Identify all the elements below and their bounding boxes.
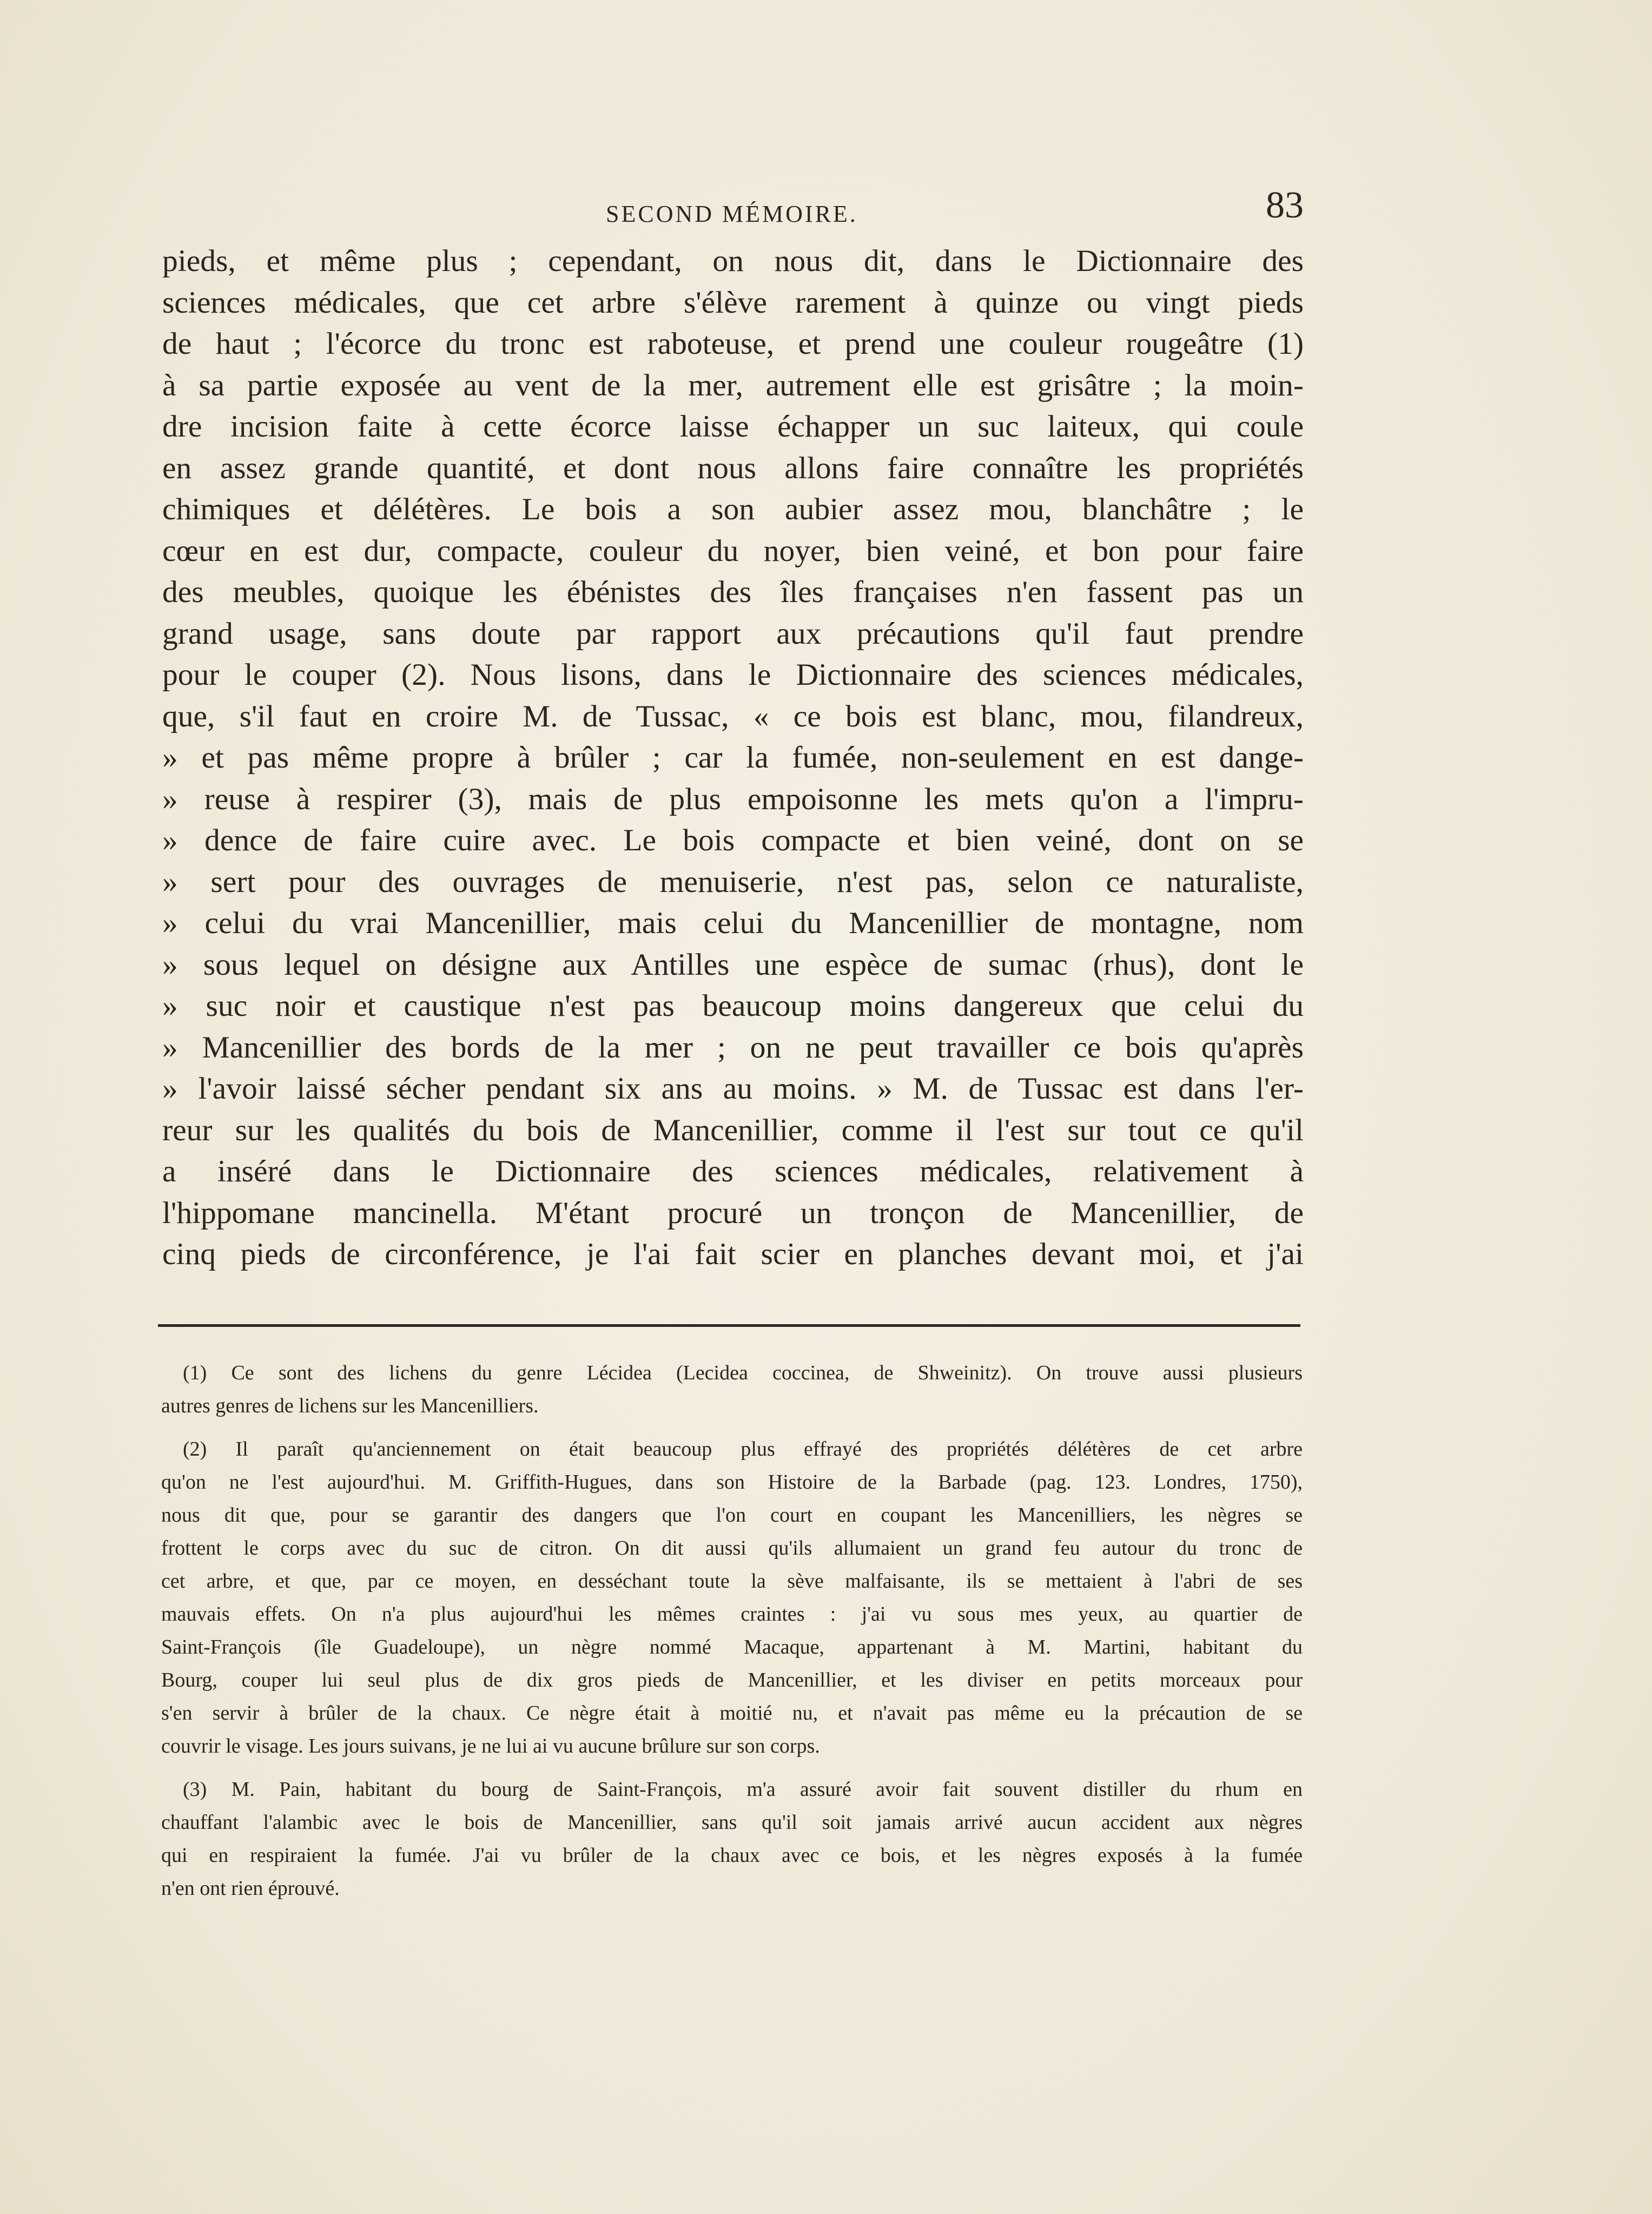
footnotes — [161, 1357, 1303, 1915]
text-line: » Mancenillier des bords de la mer ; on ne peut travailler ce bois qu'après — [162, 1030, 1304, 1065]
text-line: l'hippomane mancinella. M'étant procuré un tronçon de Mancenillier, de — [162, 1195, 1304, 1230]
footnote-separator-rule — [158, 1324, 1300, 1327]
text-line: sciences médicales, que cet arbre s'élève rarement à quinze ou vingt pieds — [162, 285, 1304, 320]
text-line: » reuse à respirer (3), mais de plus empoisonne les mets qu'on a l'impru- — [162, 782, 1304, 816]
footnote-line: Bourg, couper lui seul plus de dix gros pieds de Mancenillier, et les diviser en petits morceaux pour — [161, 1669, 1303, 1691]
footnote-line: (3) M. Pain, habitant du bourg de Saint-François, m'a assuré avoir fait souvent distiller du rhum en — [183, 1778, 1303, 1801]
text-line: que, s'il faut en croire M. de Tussac, « ce bois est blanc, mou, filandreux, — [162, 699, 1304, 733]
text-line: a inséré dans le Dictionnaire des sciences médicales, relativement à — [162, 1154, 1304, 1188]
footnote-line: qu'on ne l'est aujourd'hui. M. Griffith-Hugues, dans son Histoire de la Barbade (pag. 123. Londres, 1750), — [161, 1471, 1303, 1493]
text-line: » et pas même propre à brûler ; car la fumée, non-seulement en est dange- — [162, 741, 1304, 775]
text-line: reur sur les qualités du bois de Mancenillier, comme il l'est sur tout ce qu'il — [162, 1113, 1304, 1147]
footnote-line: qui en respiraient la fumée. J'ai vu brûler de la chaux avec ce bois, et les nègres exposés à la fumée — [161, 1844, 1303, 1867]
footnote-2 — [161, 1433, 1303, 1763]
text-line: » celui du vrai Mancenillier, mais celui du Mancenillier de montagne, nom — [162, 906, 1304, 940]
text-line: pieds, et même plus ; cependant, on nous dit, dans le Dictionnaire des — [162, 244, 1304, 278]
footnote-line: couvrir le visage. Les jours suivans, je ne lui ai vu aucune brûlure sur son corps. — [161, 1735, 820, 1757]
text-line: pour le couper (2). Nous lisons, dans le Dictionnaire des sciences médicales, — [162, 658, 1304, 692]
footnote-1 — [161, 1357, 1303, 1423]
text-line: dre incision faite à cette écorce laisse échapper un suc laiteux, qui coule — [162, 409, 1304, 444]
text-line: » sert pour des ouvrages de menuiserie, n'est pas, selon ce naturaliste, — [162, 864, 1304, 899]
text-line: grand usage, sans doute par rapport aux précautions qu'il faut prendre — [162, 616, 1304, 651]
page-header — [162, 184, 1304, 238]
footnote-line: nous dit que, pour se garantir des dangers que l'on court en coupant les Mancenilliers, les nègres se — [161, 1504, 1303, 1526]
footnote-line: s'en servir à brûler de la chaux. Ce nègre était à moitié nu, et n'avait pas même eu la précaution de se — [161, 1702, 1303, 1724]
footnote-line: Saint-François (île Guadeloupe), un nègre nommé Macaque, appartenant à M. Martini, habitant du — [161, 1636, 1303, 1658]
text-line: des meubles, quoique les ébénistes des îles françaises n'en fassent pas un — [162, 575, 1304, 609]
text-line: à sa partie exposée au vent de la mer, autrement elle est grisâtre ; la moin- — [162, 368, 1304, 402]
footnote-line: n'en ont rien éprouvé. — [161, 1877, 340, 1900]
text-line: cinq pieds de circonférence, je l'ai fait scier en planches devant moi, et j'ai — [162, 1237, 1304, 1271]
footnote-line: mauvais effets. On n'a plus aujourd'hui les mêmes craintes : j'ai vu sous mes yeux, au quartier de — [161, 1603, 1303, 1625]
footnote-line: cet arbre, et que, par ce moyen, en desséchant toute la sève malfaisante, ils se mettaient à l'abri de ses — [161, 1570, 1303, 1592]
text-line: chimiques et délétères. Le bois a son aubier assez mou, blanchâtre ; le — [162, 492, 1304, 526]
main-text — [162, 241, 1304, 1275]
footnote-line: autres genres de lichens sur les Mancenilliers. — [161, 1395, 539, 1417]
text-line: » l'avoir laissé sécher pendant six ans au moins. » M. de Tussac est dans l'er- — [162, 1072, 1304, 1106]
text-line: en assez grande quantité, et dont nous allons faire connaître les propriétés — [162, 451, 1304, 485]
running-head: SECOND MÉMOIRE. — [606, 201, 858, 227]
footnote-3 — [161, 1773, 1303, 1905]
text-line: de haut ; l'écorce du tronc est raboteuse, et prend une couleur rougeâtre (1) — [162, 327, 1304, 361]
footnote-line: (2) Il paraît qu'anciennement on était beaucoup plus effrayé des propriétés délétères de cet arbre — [183, 1438, 1303, 1460]
text-line: » dence de faire cuire avec. Le bois compacte et bien veiné, dont on se — [162, 823, 1304, 857]
text-line: » sous lequel on désigne aux Antilles une espèce de sumac (rhus), dont le — [162, 947, 1304, 982]
text-line: » suc noir et caustique n'est pas beaucoup moins dangereux que celui du — [162, 989, 1304, 1023]
footnote-line: frottent le corps avec du suc de citron. On dit aussi qu'ils allumaient un grand feu autour du tronc de — [161, 1537, 1303, 1559]
page-number: 83 — [1266, 184, 1304, 226]
footnote-line: (1) Ce sont des lichens du genre Lécidea (Lecidea coccinea, de Shweinitz). On trouve aussi plusieurs — [183, 1362, 1303, 1384]
text-line: cœur en est dur, compacte, couleur du noyer, bien veiné, et bon pour faire — [162, 533, 1304, 568]
footnote-line: chauffant l'alambic avec le bois de Mancenillier, sans qu'il soit jamais arrivé aucun accident aux nègres — [161, 1811, 1303, 1834]
